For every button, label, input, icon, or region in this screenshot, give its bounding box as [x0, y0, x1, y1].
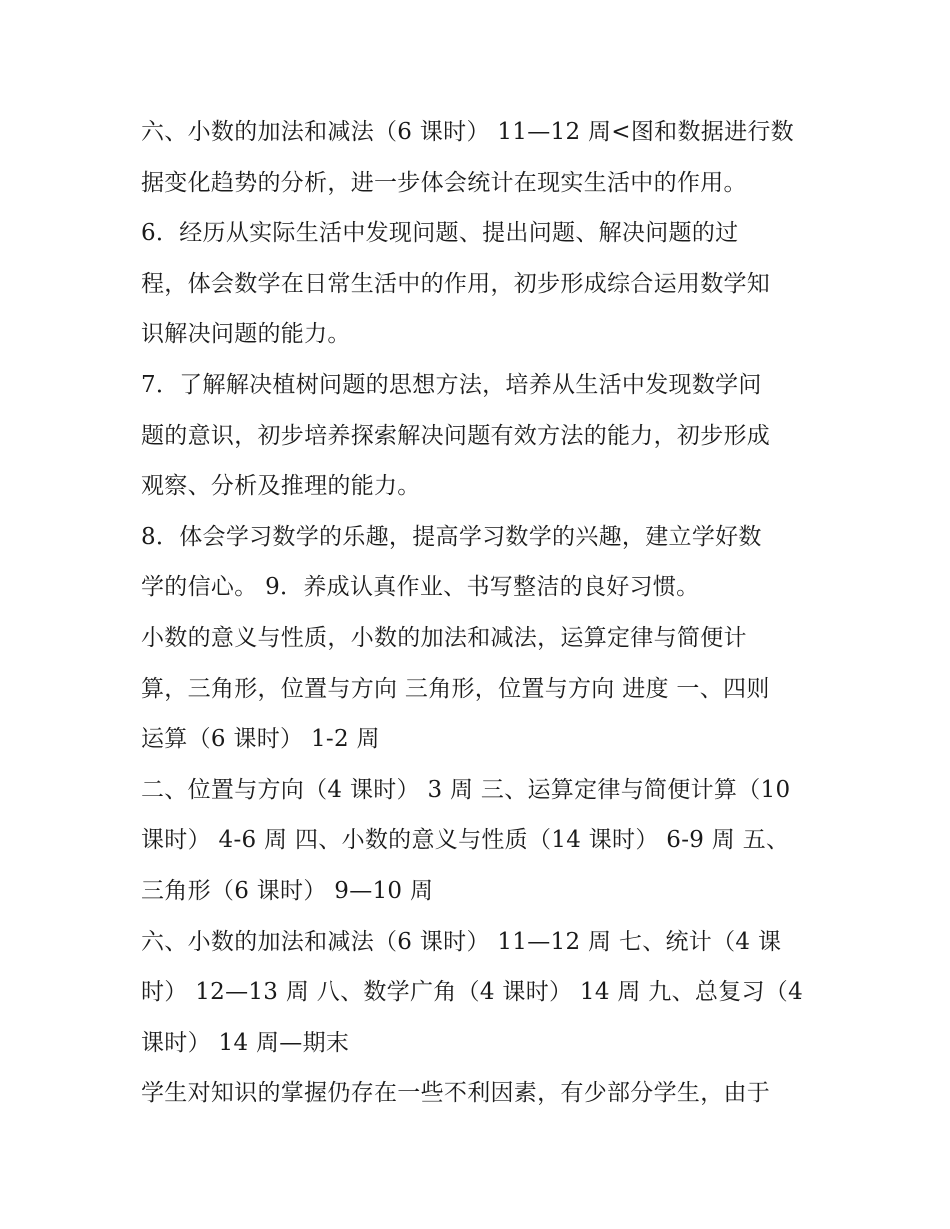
- text-line: 学生对知识的掌握仍存在一些不利因素，有少部分学生，由于: [141, 1080, 771, 1107]
- text-line: 小数的意义与性质，小数的加法和减法，运算定律与简便计: [141, 624, 747, 651]
- text-line: 算，三角形，位置与方向 三角形，位置与方向 进度 一、四则: [141, 675, 770, 702]
- text-line: 课时） 14 周—期末: [141, 1029, 350, 1056]
- paragraph-5: [141, 613, 821, 765]
- text-line: 程，体会数学在日常生活中的作用，初步形成综合运用数学知: [141, 270, 771, 297]
- paragraph-2: [141, 208, 821, 360]
- text-line: 7．了解解决植树问题的思想方法，培养从生活中发现数学问: [141, 371, 762, 398]
- text-line: 学的信心。 9．养成认真作业、书写整洁的良好习惯。: [141, 574, 700, 601]
- text-line: 识解决问题的能力。: [141, 321, 351, 348]
- text-line: 运算（6 课时） 1-2 周: [141, 726, 380, 753]
- text-line: 二、位置与方向（4 课时） 3 周 三、运算定律与简便计算（10: [141, 776, 791, 803]
- text-line: 六、小数的加法和减法（6 课时） 11—12 周<图和数据进行数: [141, 119, 794, 145]
- paragraph-6: [141, 765, 821, 917]
- text-line: 据变化趋势的分析，进一步体会统计在现实生活中的作用。: [141, 169, 747, 196]
- text-line: 六、小数的加法和减法（6 课时） 11—12 周 七、统计（4 课: [141, 928, 782, 955]
- text-line: 题的意识，初步培养探索解决问题有效方法的能力，初步形成: [141, 422, 771, 449]
- paragraph-4: [141, 512, 821, 613]
- paragraph-8: [141, 1068, 821, 1119]
- text-line: 课时） 4-6 周 四、小数的意义与性质（14 课时） 6-9 周 五、: [141, 827, 790, 854]
- text-line: 三角形（6 课时） 9—10 周: [141, 877, 434, 904]
- paragraph-7: [141, 917, 821, 1069]
- text-line: 6．经历从实际生活中发现问题、提出问题、解决问题的过: [141, 220, 739, 247]
- text-line: 观察、分析及推理的能力。: [141, 473, 421, 500]
- document-body: [141, 107, 821, 1119]
- paragraph-3: [141, 360, 821, 512]
- text-line: 时） 12—13 周 八、数学广角（4 课时） 14 周 九、总复习（4: [141, 979, 804, 1006]
- paragraph-1: [141, 107, 821, 208]
- text-line: 8．体会学习数学的乐趣，提高学习数学的兴趣，建立学好数: [141, 523, 762, 550]
